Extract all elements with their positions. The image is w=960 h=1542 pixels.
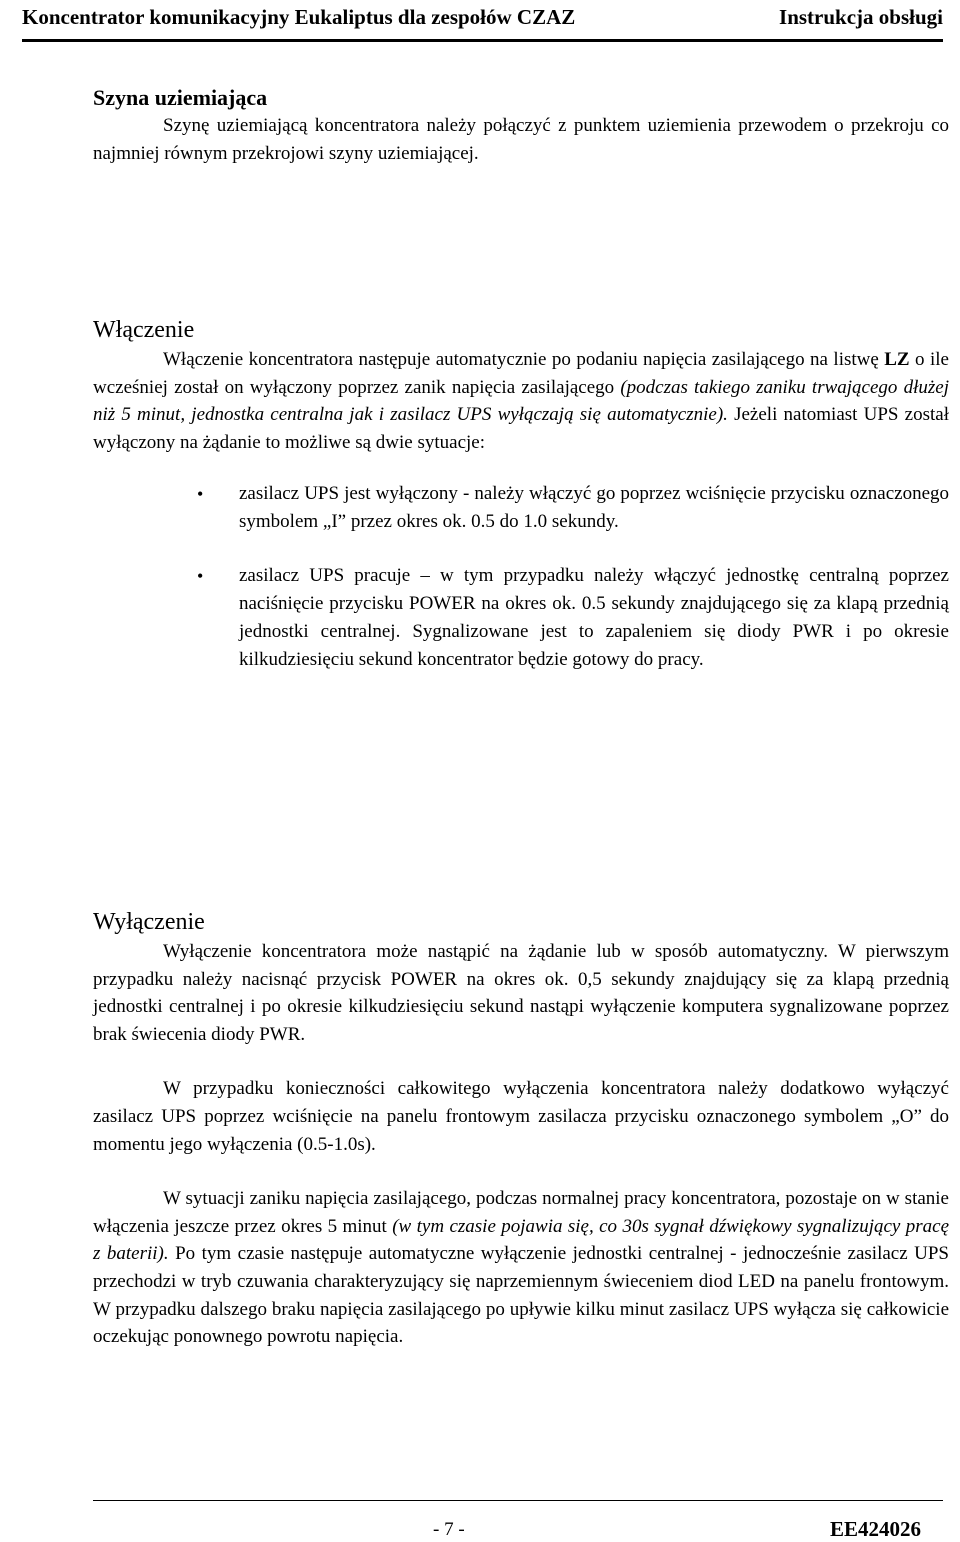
paragraph: W przypadku konieczności całkowitego wyłączenia koncentratora należy dodatkowo wyłączyć zasilacz UPS poprzez wciśnięcie na panelu frontowym zasilacza przycisku oznaczonego symbolem „O” do momentu jego wyłączenia (0.5-1.0s). [93,1078,949,1155]
paragraph [93,346,949,456]
italic-note: (w tym czasie pojawia się, co 30s sygnał dźwiękowy sygnalizujący pracę z baterii). [93,1215,949,1265]
bold-term: LZ [884,349,910,370]
section-power-off [93,906,949,1351]
section-heading: Wyłączenie [93,909,205,935]
section-heading: Szyna uziemiająca [93,85,268,110]
section-power-on [93,314,949,674]
bullet-list [93,480,949,674]
paragraph: Szynę uziemiającą koncentratora należy połączyć z punktem uziemienia przewodem o przekroju co najmniej równym przekrojowi szyny uziemiającej. [93,115,949,164]
text-run: Po tym czasie następuje automatyczne wyłączenie jednostki centralnej - jednocześnie zasilacz UPS przechodzi w tryb czuwania charakteryzujący się naprzemiennym świeceniem diod LED na panelu frontowym. W przypadku dalszego braku napięcia zasilającego po upływie kilku minut zasilacz UPS wyłącza się całkowicie oczekując ponownego powrotu napięcia. [93,1243,949,1348]
header-title: Koncentrator komunikacyjny Eukaliptus dla zespołów CZAZ [22,5,576,29]
document-code: EE424026 [829,1517,921,1541]
page-number: - 7 - [433,1519,465,1540]
paragraph [93,1185,949,1351]
text-run: Jeżeli natomiast UPS został wyłączony na żądanie to możliwe są dwie sytuacje: [93,404,949,453]
paragraph: Wyłączenie koncentratora może nastąpić na żądanie lub w sposób automatyczny. W pierwszym przypadku należy nacisnąć przycisk POWER na okres ok. 0,5 sekundy znajdujący się za klapą przednią jednostki centralnej i po okresie kilkudziesięciu sekund nastąpi wyłączenie komputera sygnalizowane poprzez brak świecenia diody PWR. [93,941,949,1045]
page-footer [93,1500,943,1541]
text-run: o ile wcześniej został on wyłączony poprzez zanik napięcia zasilającego [93,349,949,398]
list-item: • zasilacz UPS pracuje – w tym przypadku należy włączyć jednostkę centralną poprzez naciśnięcie przycisku POWER na okres ok. 0.5 sekundy znajdującego się za klapą przednią jednostki centralnej. Sygnalizowane jest to zapaleniem się diody PWR i po okresie kilkudziesięciu sekund koncentrator będzie gotowy do pracy. [93,562,949,674]
page-header [22,0,943,42]
header-doc-type: Instrukcja obsługi [779,5,943,29]
list-item: • zasilacz UPS jest wyłączony - należy włączyć go poprzez wciśnięcie przycisku oznaczonego symbolem „I” przez okres ok. 0.5 do 1.0 sekundy. [93,480,949,536]
section-grounding-bar [93,84,949,167]
text-run: W sytuacji zaniku napięcia zasilającego, podczas normalnej pracy koncentratora, pozostaje on w stanie włączenia jeszcze przez okres 5 minut [93,1188,949,1237]
italic-note: (podczas takiego zaniku trwającego dłużej niż 5 minut, jednostka centralna jak i zasilacz UPS wyłączają się automatycznie). [93,376,949,426]
section-heading: Włączenie [93,317,195,343]
text-run: Włączenie koncentratora następuje automatycznie po podaniu napięcia zasilającego na listwę [163,349,885,370]
